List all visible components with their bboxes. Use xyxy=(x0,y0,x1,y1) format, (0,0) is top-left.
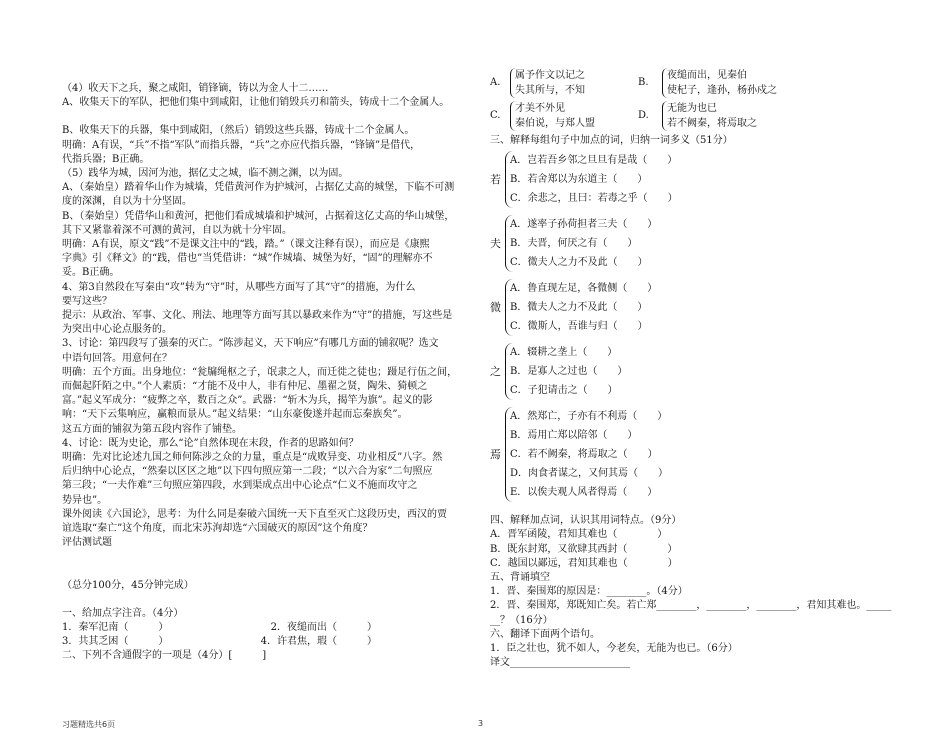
text-line: 字典》引《释文》的“践，借也”当凭借讲：“城”作城墙、城堡为好，“固”的理解亦不 xyxy=(62,253,433,265)
question-item: 2．夜缒而出（ ） xyxy=(270,621,377,633)
option-label: C. xyxy=(490,109,501,121)
option-text: 若不阙秦，将焉取之 xyxy=(667,118,757,129)
text-line: （4）收天下之兵，聚之咸阳，销锋镝，铸以为金人十二…… xyxy=(62,83,329,94)
group-item: A．岂若吾乡邻之旦旦有是哉（ ） xyxy=(510,155,678,167)
question-item: 1．秦军氾南（ ） xyxy=(62,621,169,633)
text-line: 而倔起阡陌之中。”个人素质：“才能不及中人，非有仲尼、墨翟之贤，陶朱、猗顿之 xyxy=(62,381,428,393)
option-row xyxy=(490,68,910,98)
word-group xyxy=(490,279,910,336)
text-line: （总分100分，45分钟完成） xyxy=(62,579,194,591)
text-line: C．越国以鄙远，君知其难也（ ） xyxy=(490,557,678,569)
text-line: 提示：从政治、军事、文化、刑法、地理等方面写其以暴政来作为“守”的措施，写这些是 xyxy=(62,310,453,322)
page-number: 3 xyxy=(478,719,484,728)
option-brace xyxy=(510,101,638,131)
text-line: 富。”起义军成分：“疲弊之卒，数百之众”。武器：“斩木为兵，揭竿为旗”。起义的影 xyxy=(62,395,433,407)
group-item: B．若舍郑以为东道主（ ） xyxy=(510,174,648,186)
group-key: 若 xyxy=(490,172,501,186)
option-text: 才美不外见 xyxy=(515,103,565,114)
text-line: 六、翻译下面两个语句。 xyxy=(490,628,600,640)
group-item: B．微夫人之力不及此（ ） xyxy=(510,302,648,314)
section-heading: 三、解释每组句子中加点的词，归纳一词多义（51分） xyxy=(490,135,733,146)
text-line: 明确：A有误，原文“践”不是课文注中的“践，踏。”（课文注释有误），而应是《康熙 xyxy=(62,239,430,251)
text-line: 1．臣之壮也，犹不如人，今老矣，无能为也已。（6分） xyxy=(490,643,738,655)
question-item: 4．许君焦，瑕（ ） xyxy=(260,636,377,648)
text-line: B、（秦始皇）凭借华山和黄河，把他们看成城墙和护城河，占据着这亿丈高的华山城堡， xyxy=(62,210,455,222)
group-item: D．肉食者谋之，又何其焉（ ） xyxy=(510,468,669,480)
text-line: 第三段；“一夫作难”三句照应第四段，水到渠成点出中心论点“仁义不施而攻守之 xyxy=(62,480,418,492)
option-label: A. xyxy=(490,76,501,88)
text-line: 译文________________________ xyxy=(490,657,630,669)
text-line: 响：“天下云集响应，赢粮而景从。”起义结果：“山东豪俊遂并起而忘秦族矣”。 xyxy=(62,409,408,421)
group-item: C．余悲之，且曰：若毒之乎（ ） xyxy=(510,193,678,205)
text-line: 课外阅读《六国论》，思考：为什么同是秦破六国统一天下直至灭亡这段历史，西汉的贾 xyxy=(62,508,447,520)
group-item: A．遂率子孙荷担者三夫（ ） xyxy=(510,219,658,231)
text-line: 度的深渊，自以为十分坚固。 xyxy=(62,196,192,208)
option-text: 秦伯说，与郑人盟 xyxy=(515,118,595,129)
group-brace xyxy=(505,407,668,502)
option-label: D. xyxy=(638,109,649,121)
group-item: B．焉用亡郑以陪邻（ ） xyxy=(510,430,638,442)
group-item: C．子犯请击之（ ） xyxy=(510,385,618,397)
text-line: 势异也”。 xyxy=(62,494,108,506)
text-line: 要写这些？ xyxy=(62,295,112,307)
group-key: 夫 xyxy=(490,236,501,250)
group-brace xyxy=(505,343,627,400)
text-line: 2．晋、秦围郑，郑既知亡矣。若亡郑________，________，________，君知其难也。_____ xyxy=(490,600,892,612)
group-item: A．鲁直现左足，各微侧（ ） xyxy=(510,283,658,295)
text-line: A．晋军函陵，君知其难也（ ） xyxy=(490,529,668,541)
text-line: 明确：A有误，“兵”不指“军队”而指兵器，“兵”之亦应代指兵器，“锋镝”是借代， xyxy=(62,139,421,151)
text-line: 评估测试题 xyxy=(62,537,112,549)
group-item: B．夫晋，何厌之有（ ） xyxy=(510,238,638,250)
question-line: 二、下列不含通假字的一项是（4分）[ ] xyxy=(62,650,267,662)
word-group xyxy=(490,215,910,272)
group-brace xyxy=(505,151,678,208)
text-line: 3、讨论：第四段写了强秦的灭亡。“陈涉起义，天下响应”有哪几方面的铺叙呢？选文 xyxy=(62,338,439,350)
option-text: 失其所与，不知 xyxy=(515,85,585,96)
text-line: B．既东封郑，又欲肆其西封（ ） xyxy=(490,543,678,555)
right-column xyxy=(490,68,910,670)
group-item: B．是寡人之过也（ ） xyxy=(510,366,628,378)
text-line xyxy=(62,565,475,579)
question-item: 3．共其乏困（ ） xyxy=(62,636,169,648)
text-line xyxy=(62,110,475,124)
option-text: 无能为也已 xyxy=(667,103,717,114)
group-brace xyxy=(505,279,657,336)
text-line: 后归纳中心论点，“然秦以区区之地”以下四句照应第一二段；“以六合为家”二句照应 xyxy=(62,466,433,478)
text-line xyxy=(62,593,475,607)
question-row xyxy=(62,621,377,635)
group-brace xyxy=(505,215,657,272)
group-item: A．辍耕之垄上（ ） xyxy=(510,347,618,359)
text-line: 谊选取“秦亡”这个角度，而北宋苏洵却选“六国破灭的原因”这个角度？ xyxy=(62,523,373,535)
text-line: 4、第3自然段在写秦由“攻”转为“守”时，从哪些方面写了其“守”的措施，为什么 xyxy=(62,281,416,293)
group-key: 微 xyxy=(490,300,501,314)
text-line: 明确：先对比论述九国之师何陈涉之众的力量，重点是“成败异变、功业相反”八字。然 xyxy=(62,452,443,464)
text-line: 明确：五个方面。出身地位：“瓮牖绳枢之子，氓隶之人，而迁徙之徒也；蹑足行伍之间， xyxy=(62,366,458,378)
option-brace xyxy=(662,101,812,131)
option-label: B. xyxy=(638,76,649,88)
word-group xyxy=(490,407,910,502)
text-line: 四、解释加点词，认识其用词特点。（9分） xyxy=(490,515,682,527)
text-line: （5）践华为城，因河为池，据亿丈之城，临不测之渊，以为固。 xyxy=(62,168,349,180)
group-key: 焉 xyxy=(490,447,501,461)
group-key: 之 xyxy=(490,364,501,378)
option-row xyxy=(490,101,910,131)
text-line: 4、讨论：既为史论，那么“论”自然体现在末段，作者的思路如何？ xyxy=(62,437,359,449)
text-line: A、（秦始皇）踏着华山作为城墙，凭借黄河作为护城河，占据亿丈高的城堡，下临不可测 xyxy=(62,182,455,194)
word-group xyxy=(490,151,910,208)
word-group xyxy=(490,343,910,400)
footer-left: 习题精选共6页 xyxy=(62,720,116,729)
text-line: 妥。B正确。 xyxy=(62,267,120,279)
option-text: 夜缒而出，见秦伯 xyxy=(667,70,747,81)
option-text: 属予作文以记之 xyxy=(515,70,585,81)
group-item: A．然郑亡，子亦有不利焉（ ） xyxy=(510,411,668,423)
option-brace xyxy=(662,68,812,98)
text-line: A、收集天下的军队，把他们集中到咸阳，让他们销毁兵刃和箭头，铸成十二个金属人。 xyxy=(62,97,450,109)
group-item: C．微斯人，吾谁与归（ ） xyxy=(510,321,648,333)
left-column xyxy=(62,82,475,664)
text-line: 1．晋、秦围郑的原因是：________。（4分） xyxy=(490,586,688,598)
text-line: 五、背诵填空 xyxy=(490,572,550,584)
text-line: B、收集天下的兵器，集中到咸阳，（然后）销毁这些兵器，铸成十二个金属人。 xyxy=(62,125,415,137)
text-line: 这五方面的铺叙为第五段内容作了铺垫。 xyxy=(62,423,242,435)
group-item: C．若不阙秦，将焉取之（ ） xyxy=(510,449,658,461)
text-line xyxy=(62,551,475,565)
question-row xyxy=(62,635,377,649)
text-line: 一、给加点字注音。（4分） xyxy=(62,607,184,619)
text-line: __？（16分） xyxy=(490,614,553,626)
text-line: 代指兵器；B正确。 xyxy=(62,153,150,165)
group-item: E．以俟夫观人风者得焉（ ） xyxy=(510,487,658,499)
text-line: 中语句回答。用意何在？ xyxy=(62,352,172,364)
text-line: 其下又紧靠着深不可测的黄河，自以为就十分牢固。 xyxy=(62,224,292,236)
option-brace xyxy=(510,68,638,98)
text-line: 为突出中心论点服务的。 xyxy=(62,324,172,336)
group-item: C．微夫人之力不及此（ ） xyxy=(510,257,648,269)
option-text: 使杞子，逢孙，杨孙戍之 xyxy=(667,85,777,96)
